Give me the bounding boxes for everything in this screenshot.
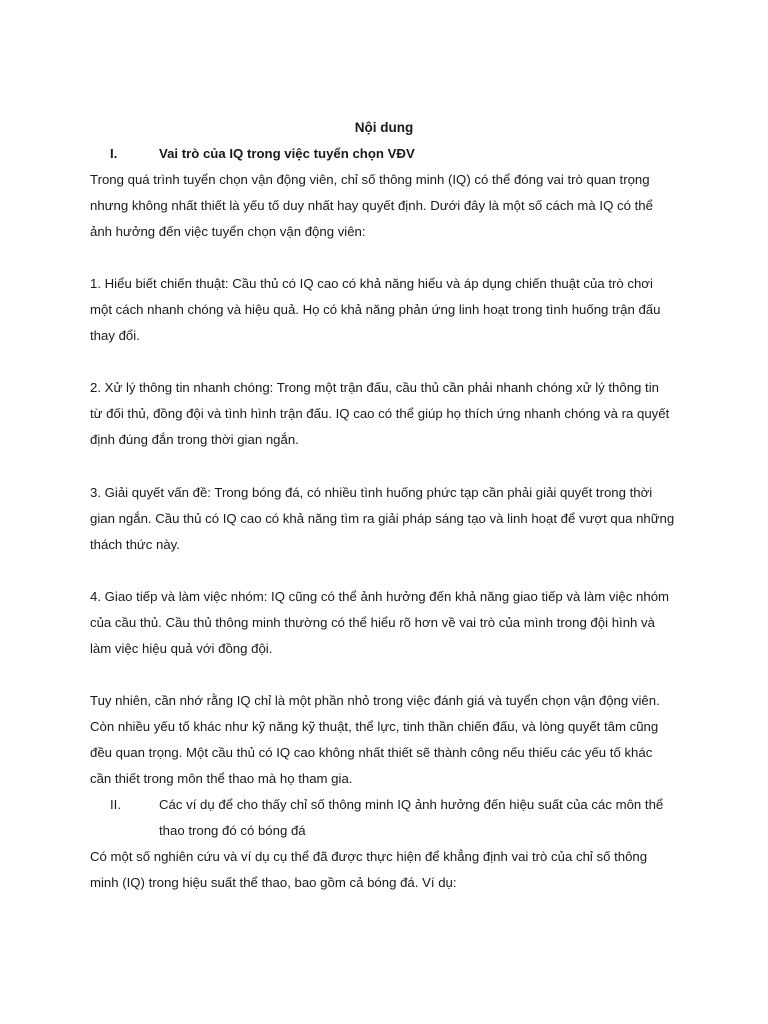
point-4-line-3: làm việc hiệu quả với đồng đội.	[90, 641, 273, 656]
conclusion-line-3: đều quan trọng. Một cầu thủ có IQ cao không nhất thiết sẽ thành công nếu thiếu các yếu tố khác	[90, 745, 653, 760]
point-4-line-2: của cầu thủ. Cầu thủ thông minh thường có thể hiểu rõ hơn về vai trò của mình trong đội hình và	[90, 615, 655, 630]
intro-line-3: ảnh hưởng đến việc tuyển chọn vận động viên:	[90, 224, 366, 239]
conclusion-line-2: Còn nhiều yếu tố khác như kỹ năng kỹ thuật, thể lực, tinh thần chiến đấu, và lòng quyết tâm cũng	[90, 719, 659, 734]
point-3-line-3: thách thức này.	[90, 537, 180, 552]
point-2-line-1: 2. Xử lý thông tin nhanh chóng: Trong một trận đấu, cầu thủ cần phải nhanh chóng xử lý thông tin	[90, 380, 659, 395]
point-2-line-3: định đúng đắn trong thời gian ngắn.	[90, 432, 299, 447]
point-1-line-1: 1. Hiểu biết chiến thuật: Cầu thủ có IQ cao có khả năng hiểu và áp dụng chiến thuật của trò chơi	[90, 276, 653, 291]
point-2-line-2: từ đối thủ, đồng đội và tình hình trận đấu. IQ cao có thể giúp họ thích ứng nhanh chóng và ra quyết	[90, 406, 670, 421]
point-3-line-1: 3. Giải quyết vấn đề: Trong bóng đá, có nhiều tình huống phức tạp cần phải giải quyết trong thời	[90, 485, 653, 500]
page-title: Nội dung	[354, 120, 414, 135]
conclusion-line-4: cần thiết trong môn thể thao mà họ tham gia.	[90, 771, 353, 786]
intro-line-1: Trong quá trình tuyển chọn vận động viên, chỉ số thông minh (IQ) có thể đóng vai trò quan trọng	[90, 172, 650, 187]
section-2-heading-line-2: thao trong đó có bóng đá	[159, 823, 306, 838]
point-3-line-2: gian ngắn. Cầu thủ có IQ cao có khả năng tìm ra giải pháp sáng tạo và linh hoạt để vượt qua những	[90, 511, 675, 526]
conclusion-line-1: Tuy nhiên, cần nhớ rằng IQ chỉ là một phần nhỏ trong việc đánh giá và tuyển chọn vận động viên.	[90, 693, 660, 708]
section-2-number: II.	[110, 797, 121, 812]
section-2-heading-line-1: Các ví dụ để cho thấy chỉ số thông minh IQ ảnh hưởng đến hiệu suất của các môn thể	[159, 797, 664, 812]
point-4-line-1: 4. Giao tiếp và làm việc nhóm: IQ cũng có thể ảnh hưởng đến khả năng giao tiếp và làm việc nhóm	[90, 589, 670, 604]
intro-line-2: nhưng không nhất thiết là yếu tố duy nhất hay quyết định. Dưới đây là một số cách mà IQ có thể	[90, 198, 653, 213]
section-2-intro-line-1: Có một số nghiên cứu và ví dụ cụ thể đã được thực hiện để khẳng định vai trò của chỉ số thông	[90, 849, 648, 864]
section-1-number: I.	[110, 146, 118, 161]
section-1-heading: Vai trò của IQ trong việc tuyển chọn VĐV	[159, 146, 415, 161]
point-1-line-2: một cách nhanh chóng và hiệu quả. Họ có khả năng phản ứng linh hoạt trong tình huống trận đấu	[90, 302, 661, 317]
point-1-line-3: thay đổi.	[90, 328, 140, 343]
section-2-intro-line-2: minh (IQ) trong hiệu suất thể thao, bao gồm cả bóng đá. Ví dụ:	[90, 875, 457, 890]
